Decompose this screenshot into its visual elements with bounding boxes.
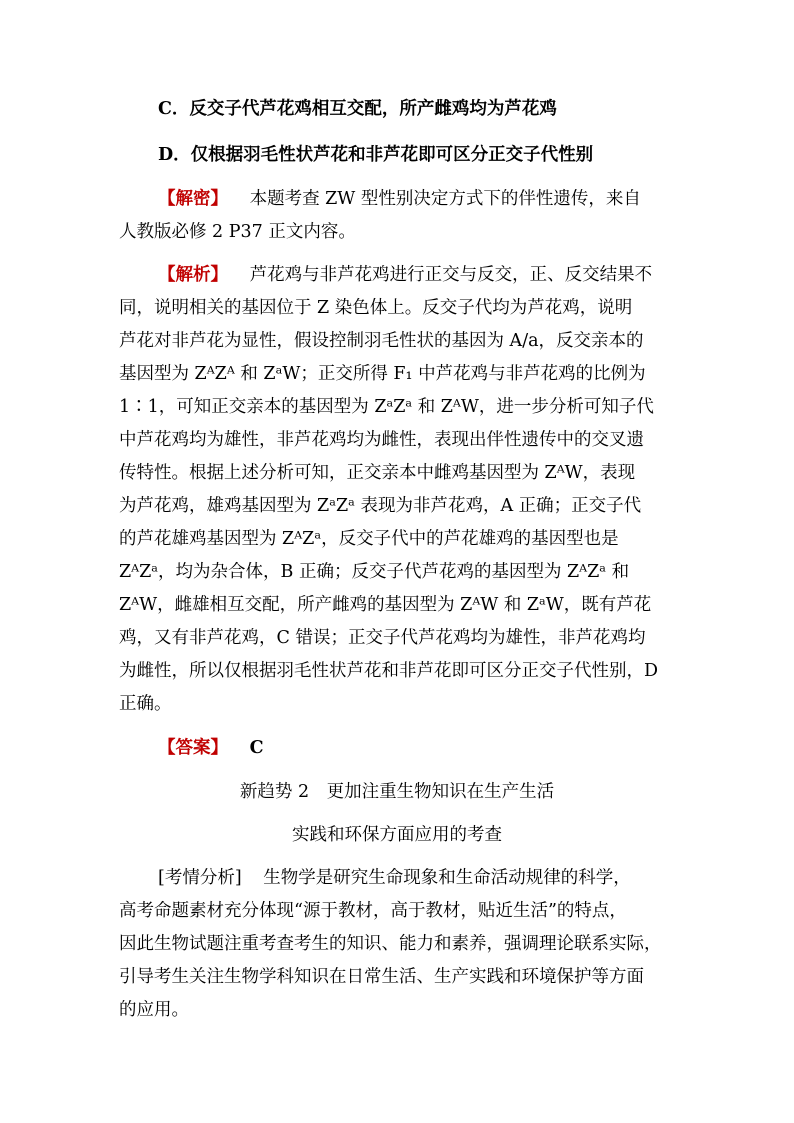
jiexi-text-10: ZᴬZᵃ，均为杂合体，B 正确；反交子代芦花鸡的基因型为 ZᴬZᵃ 和 xyxy=(119,562,630,582)
analysis-text-3: 因此生物试题注重考查考生的知识、能力和素养，强调理论联系实际， xyxy=(119,934,662,954)
jiemi-text-2: 人教版必修 2 P37 正文内容。 xyxy=(119,222,356,242)
jiemi-paragraph-line-1 xyxy=(158,189,641,209)
option-c: C．反交子代芦花鸡相互交配，所产雌鸡均为芦花鸡 xyxy=(158,99,557,119)
jiexi-tag: 【解析】 xyxy=(158,265,228,285)
jiexi-text-6: 中芦花鸡均为雄性，非芦花鸡均为雌性，表现出伴性遗传中的交叉遗 xyxy=(119,430,644,450)
jiexi-text-9: 的芦花雄鸡基因型为 ZᴬZᵃ，反交子代中的芦花雄鸡的基因型也是 xyxy=(119,529,619,549)
analysis-text-5: 的应用。 xyxy=(119,1000,189,1020)
jiexi-text-3: 芦花对非芦花为显性，假设控制羽毛性状的基因为 A/a，反交亲本的 xyxy=(119,331,644,351)
analysis-paragraph-line-1 xyxy=(158,868,631,888)
analysis-text-1: 生物学是研究生命现象和生命活动规律的科学， xyxy=(263,868,631,888)
analysis-text-4: 引导考生关注生物学科知识在日常生活、生产实践和环境保护等方面 xyxy=(119,967,644,987)
analysis-tag: [考情分析] xyxy=(158,868,242,888)
jiexi-text-2: 同，说明相关的基因位于 Z 染色体上。反交子代均为芦花鸡，说明 xyxy=(119,298,633,318)
jiexi-text-12: 鸡，又有非芦花鸡，C 错误；正交子代芦花鸡均为雄性，非芦花鸡均 xyxy=(119,628,646,648)
jiexi-text-14: 正确。 xyxy=(119,694,172,714)
jiemi-text-1: 本题考查 ZW 型性别决定方式下的伴性遗传，来自 xyxy=(249,189,641,209)
jiexi-text-13: 为雌性，所以仅根据羽毛性状芦花和非芦花即可区分正交子代性别，D xyxy=(119,661,659,681)
jiexi-paragraph-line-1 xyxy=(158,265,652,285)
analysis-text-2: 高考命题素材充分体现“源于教材，高于教材，贴近生活”的特点， xyxy=(119,901,627,921)
jiexi-text-7: 传特性。根据上述分析可知，正交亲本中雌鸡基因型为 ZᴬW，表现 xyxy=(119,463,636,483)
answer-value: C xyxy=(249,738,264,758)
section-title-line-2: 实践和环保方面应用的考查 xyxy=(292,825,502,845)
answer-line xyxy=(158,738,264,758)
jiexi-text-4: 基因型为 ZᴬZᴬ 和 ZᵃW；正交所得 F₁ 中芦花鸡与非芦花鸡的比例为 xyxy=(119,364,646,384)
jiexi-text-5: 1∶1，可知正交亲本的基因型为 ZᵃZᵃ 和 ZᴬW，进一步分析可知子代 xyxy=(119,397,654,417)
answer-tag: 【答案】 xyxy=(158,738,228,758)
jiemi-tag: 【解密】 xyxy=(158,189,228,209)
jiexi-text-1: 芦花鸡与非芦花鸡进行正交与反交，正、反交结果不 xyxy=(249,265,653,285)
option-d: D．仅根据羽毛性状芦花和非芦花即可区分正交子代性别 xyxy=(158,145,594,165)
jiexi-text-8: 为芦花鸡，雄鸡基因型为 ZᵃZᵃ 表现为非芦花鸡，A 正确；正交子代 xyxy=(119,496,642,516)
section-title-line-1: 新趋势 2 更加注重生物知识在生产生活 xyxy=(239,782,555,802)
jiexi-text-11: ZᴬW，雌雄相互交配，所产雌鸡的基因型为 ZᴬW 和 ZᵃW，既有芦花 xyxy=(119,595,652,615)
